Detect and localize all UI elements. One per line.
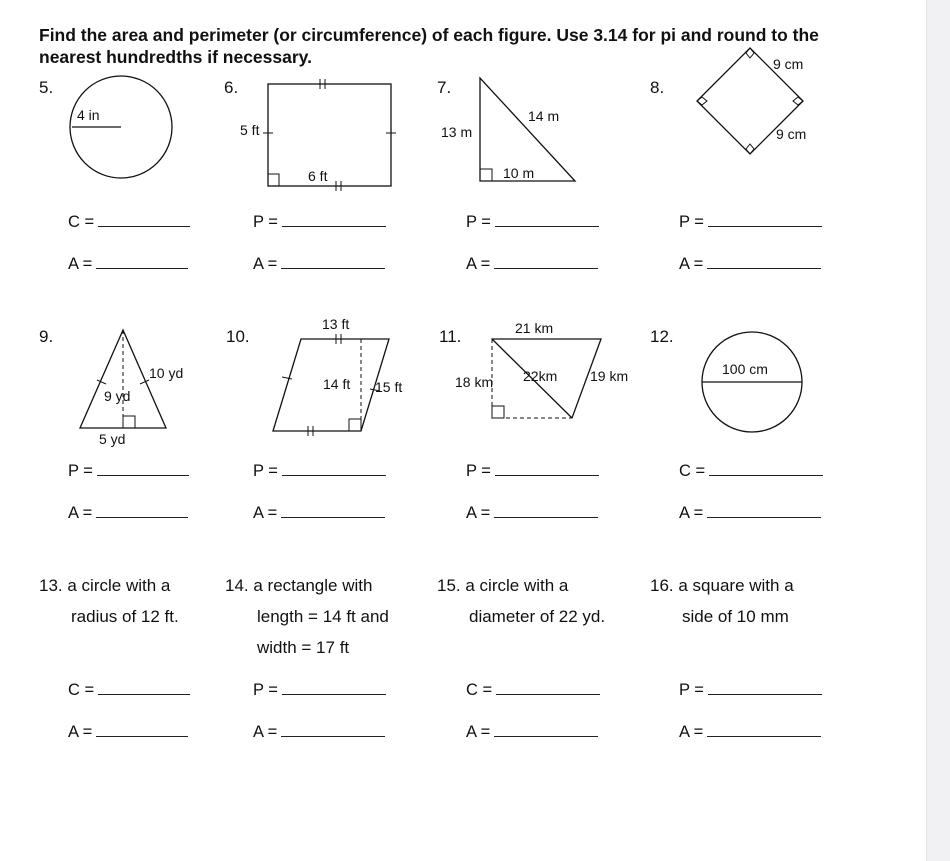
label-7-hypotenuse: 14 m: [528, 108, 560, 124]
answer-15-circumference: C =: [466, 680, 600, 700]
figure-9-triangle: [80, 330, 183, 447]
answer-16-perimeter: P =: [679, 680, 822, 700]
answer-9-perimeter: P =: [68, 461, 189, 481]
problem-number-8: 8.: [650, 78, 665, 97]
label-5-radius: 4 in: [77, 107, 100, 123]
answer-5-circumference: C =: [68, 212, 190, 232]
answer-7-perimeter: P =: [466, 212, 599, 232]
label-7-height: 13 m: [441, 124, 473, 140]
answer-8-perimeter: P =: [679, 212, 822, 232]
answer-5-area: A =: [68, 254, 188, 274]
word-problem-15: 15. a circle with a diameter of 22 yd.: [437, 576, 606, 626]
answer-13-area: A =: [68, 722, 188, 742]
label-10-side: 15 ft: [375, 379, 403, 395]
figure-7-triangle: [441, 78, 575, 181]
answer-9-area: A =: [68, 503, 188, 523]
answer-15-area: A =: [466, 722, 598, 742]
answer-6-perimeter: P =: [253, 212, 386, 232]
answer-14-perimeter: P =: [253, 680, 386, 700]
label-11-height: 18 km: [455, 374, 494, 390]
answer-12-area: A =: [679, 503, 821, 523]
problem-number-11: 11.: [439, 327, 462, 346]
label-11-top: 21 km: [515, 320, 554, 336]
label-10-top: 13 ft: [322, 316, 350, 332]
figure-6-rectangle: [240, 79, 396, 191]
answer-11-area: A =: [466, 503, 598, 523]
answer-7-area: A =: [466, 254, 598, 274]
word-problem-13: 13. a circle with a radius of 12 ft.: [39, 576, 179, 626]
figure-10-parallelogram: [273, 316, 402, 436]
figure-11-parallelogram: [455, 320, 628, 418]
label-8-side-right: 9 cm: [776, 126, 807, 142]
problem-number-7: 7.: [437, 78, 452, 97]
answer-6-area: A =: [253, 254, 385, 274]
problem-number-5: 5.: [39, 78, 54, 97]
figure-12-circle: [702, 332, 802, 432]
label-8-side-top: 9 cm: [773, 56, 804, 72]
label-12-diameter: 100 cm: [722, 361, 768, 377]
answer-14-area: A =: [253, 722, 385, 742]
label-7-base: 10 m: [503, 165, 535, 181]
label-9-side: 10 yd: [149, 365, 184, 381]
label-6-base: 6 ft: [308, 168, 328, 184]
answer-11-perimeter: P =: [466, 461, 599, 481]
word-problem-16: 16. a square with a side of 10 mm: [650, 576, 794, 626]
instructions: Find the area and perimeter (or circumference) of each figure. Use 3.14 for pi and round to the nearest hundredths if necessary.: [39, 25, 819, 67]
answer-10-area: A =: [253, 503, 385, 523]
label-6-height: 5 ft: [240, 122, 260, 138]
problem-number-9: 9.: [39, 327, 54, 346]
problem-number-6: 6.: [224, 78, 239, 97]
label-10-height: 14 ft: [323, 376, 351, 392]
figure-8-square: [697, 48, 806, 154]
word-problem-14: 14. a rectangle with length = 14 ft and width = 17 ft: [225, 576, 389, 657]
answer-12-circumference: C =: [679, 461, 823, 481]
answer-16-area: A =: [679, 722, 821, 742]
figure-5-circle: [70, 76, 172, 178]
answer-10-perimeter: P =: [253, 461, 386, 481]
label-11-side: 19 km: [590, 368, 629, 384]
problem-number-10: 10.: [226, 327, 250, 346]
label-9-height: 9 yd: [104, 388, 131, 404]
label-11-diagonal: 22km: [523, 368, 558, 384]
answer-8-area: A =: [679, 254, 821, 274]
answer-13-circumference: C =: [68, 680, 190, 700]
problem-number-12: 12.: [650, 327, 674, 346]
label-9-base: 5 yd: [99, 431, 126, 447]
